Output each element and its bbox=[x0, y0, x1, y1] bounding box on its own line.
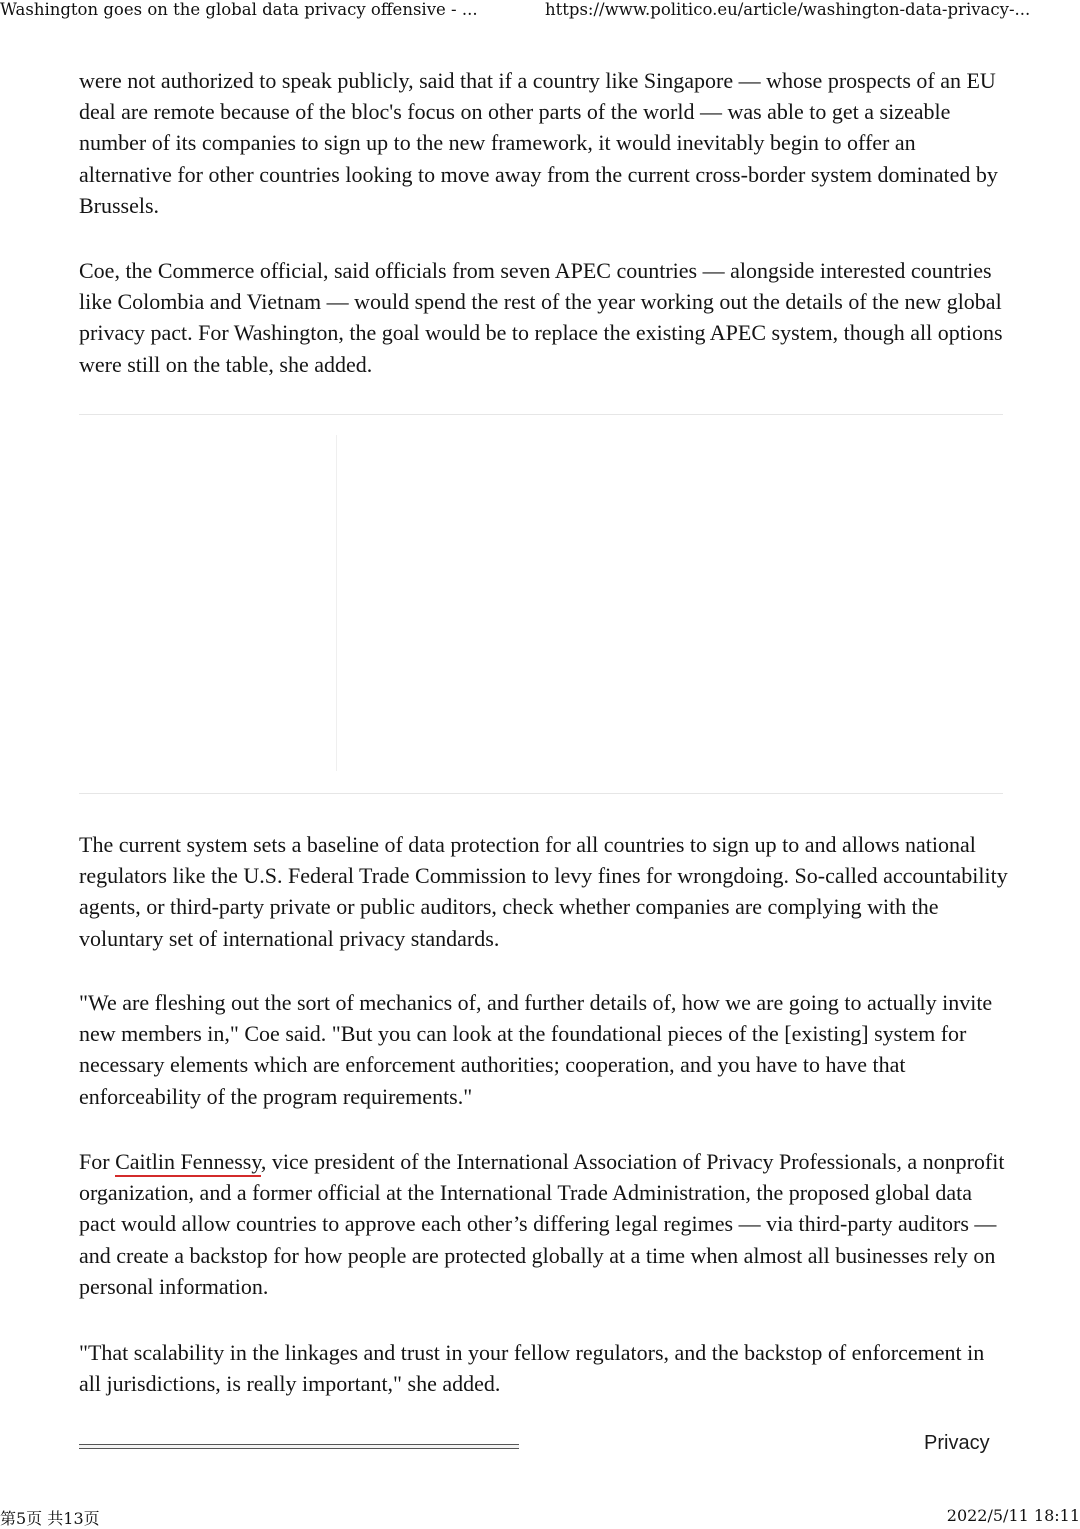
print-footer bbox=[0, 1506, 1080, 1526]
footer-divider bbox=[79, 1444, 519, 1449]
privacy-link[interactable]: Privacy bbox=[924, 1432, 990, 1454]
print-datetime: 2022/5/11 18:11 bbox=[946, 1506, 1080, 1525]
print-header bbox=[0, 0, 1080, 22]
paragraph-suffix: , vice president of the International Association of Privacy Professionals, a nonprofit organization, and a former official at the International Trade Administration, the proposed global data pact would allow countries to approve each other’s differing legal regimes — via third-party auditors — and create a backstop for how people are protected globally at a time when almost all businesses rely on personal information. bbox=[79, 1149, 1005, 1299]
page-number: 第5页 共13页 bbox=[0, 1509, 100, 1528]
paragraph: The current system sets a baseline of data protection for all countries to sign up to and allows national regulators like the U.S. Federal Trade Commission to levy fines for wrongdoing. So-called accountability agents, or third-party private or public auditors, check whether companies are complying with the voluntary set of international privacy standards. bbox=[79, 832, 1008, 951]
paragraph: "That scalability in the linkages and trust in your fellow regulators, and the backstop of enforcement in all jurisdictions, is really important," she added. bbox=[79, 1340, 985, 1397]
paragraph: were not authorized to speak publicly, said that if a country like Singapore — whose prospects of an EU deal are remote because of the bloc's focus on other parts of the world — was able to get a sizeable number of its companies to sign up to the new framework, it would inevitably begin to offer an alternative for other countries looking to move away from the current cross-border system dominated by Brussels. bbox=[79, 68, 998, 218]
caitlin-fennessy-link[interactable]: Caitlin Fennessy bbox=[115, 1149, 261, 1177]
ad-top-divider bbox=[79, 414, 1003, 415]
print-header-title: Washington goes on the global data privacy offensive - ... bbox=[0, 0, 478, 19]
ad-placeholder bbox=[336, 435, 337, 771]
paragraph-prefix: For bbox=[79, 1149, 116, 1174]
print-header-url: https://www.politico.eu/article/washington-data-privacy-... bbox=[545, 0, 1031, 19]
paragraph: Coe, the Commerce official, said officials from seven APEC countries — alongside interested countries like Colombia and Vietnam — would spend the rest of the year working out the details of the new global privacy pact. For Washington, the goal would be to replace the existing APEC system, though all options were still on the table, she added. bbox=[79, 258, 1003, 377]
paragraph: "We are fleshing out the sort of mechanics of, and further details of, how we are going to actually invite new members in," Coe said. "But you can look at the foundational pieces of the [existing] system for necessary elements which are enforcement authorities; cooperation, and you have to have that enforceability of the program requirements." bbox=[79, 990, 993, 1109]
paragraph-fennessy bbox=[79, 1146, 1009, 1302]
ad-bottom-divider bbox=[79, 793, 1003, 794]
